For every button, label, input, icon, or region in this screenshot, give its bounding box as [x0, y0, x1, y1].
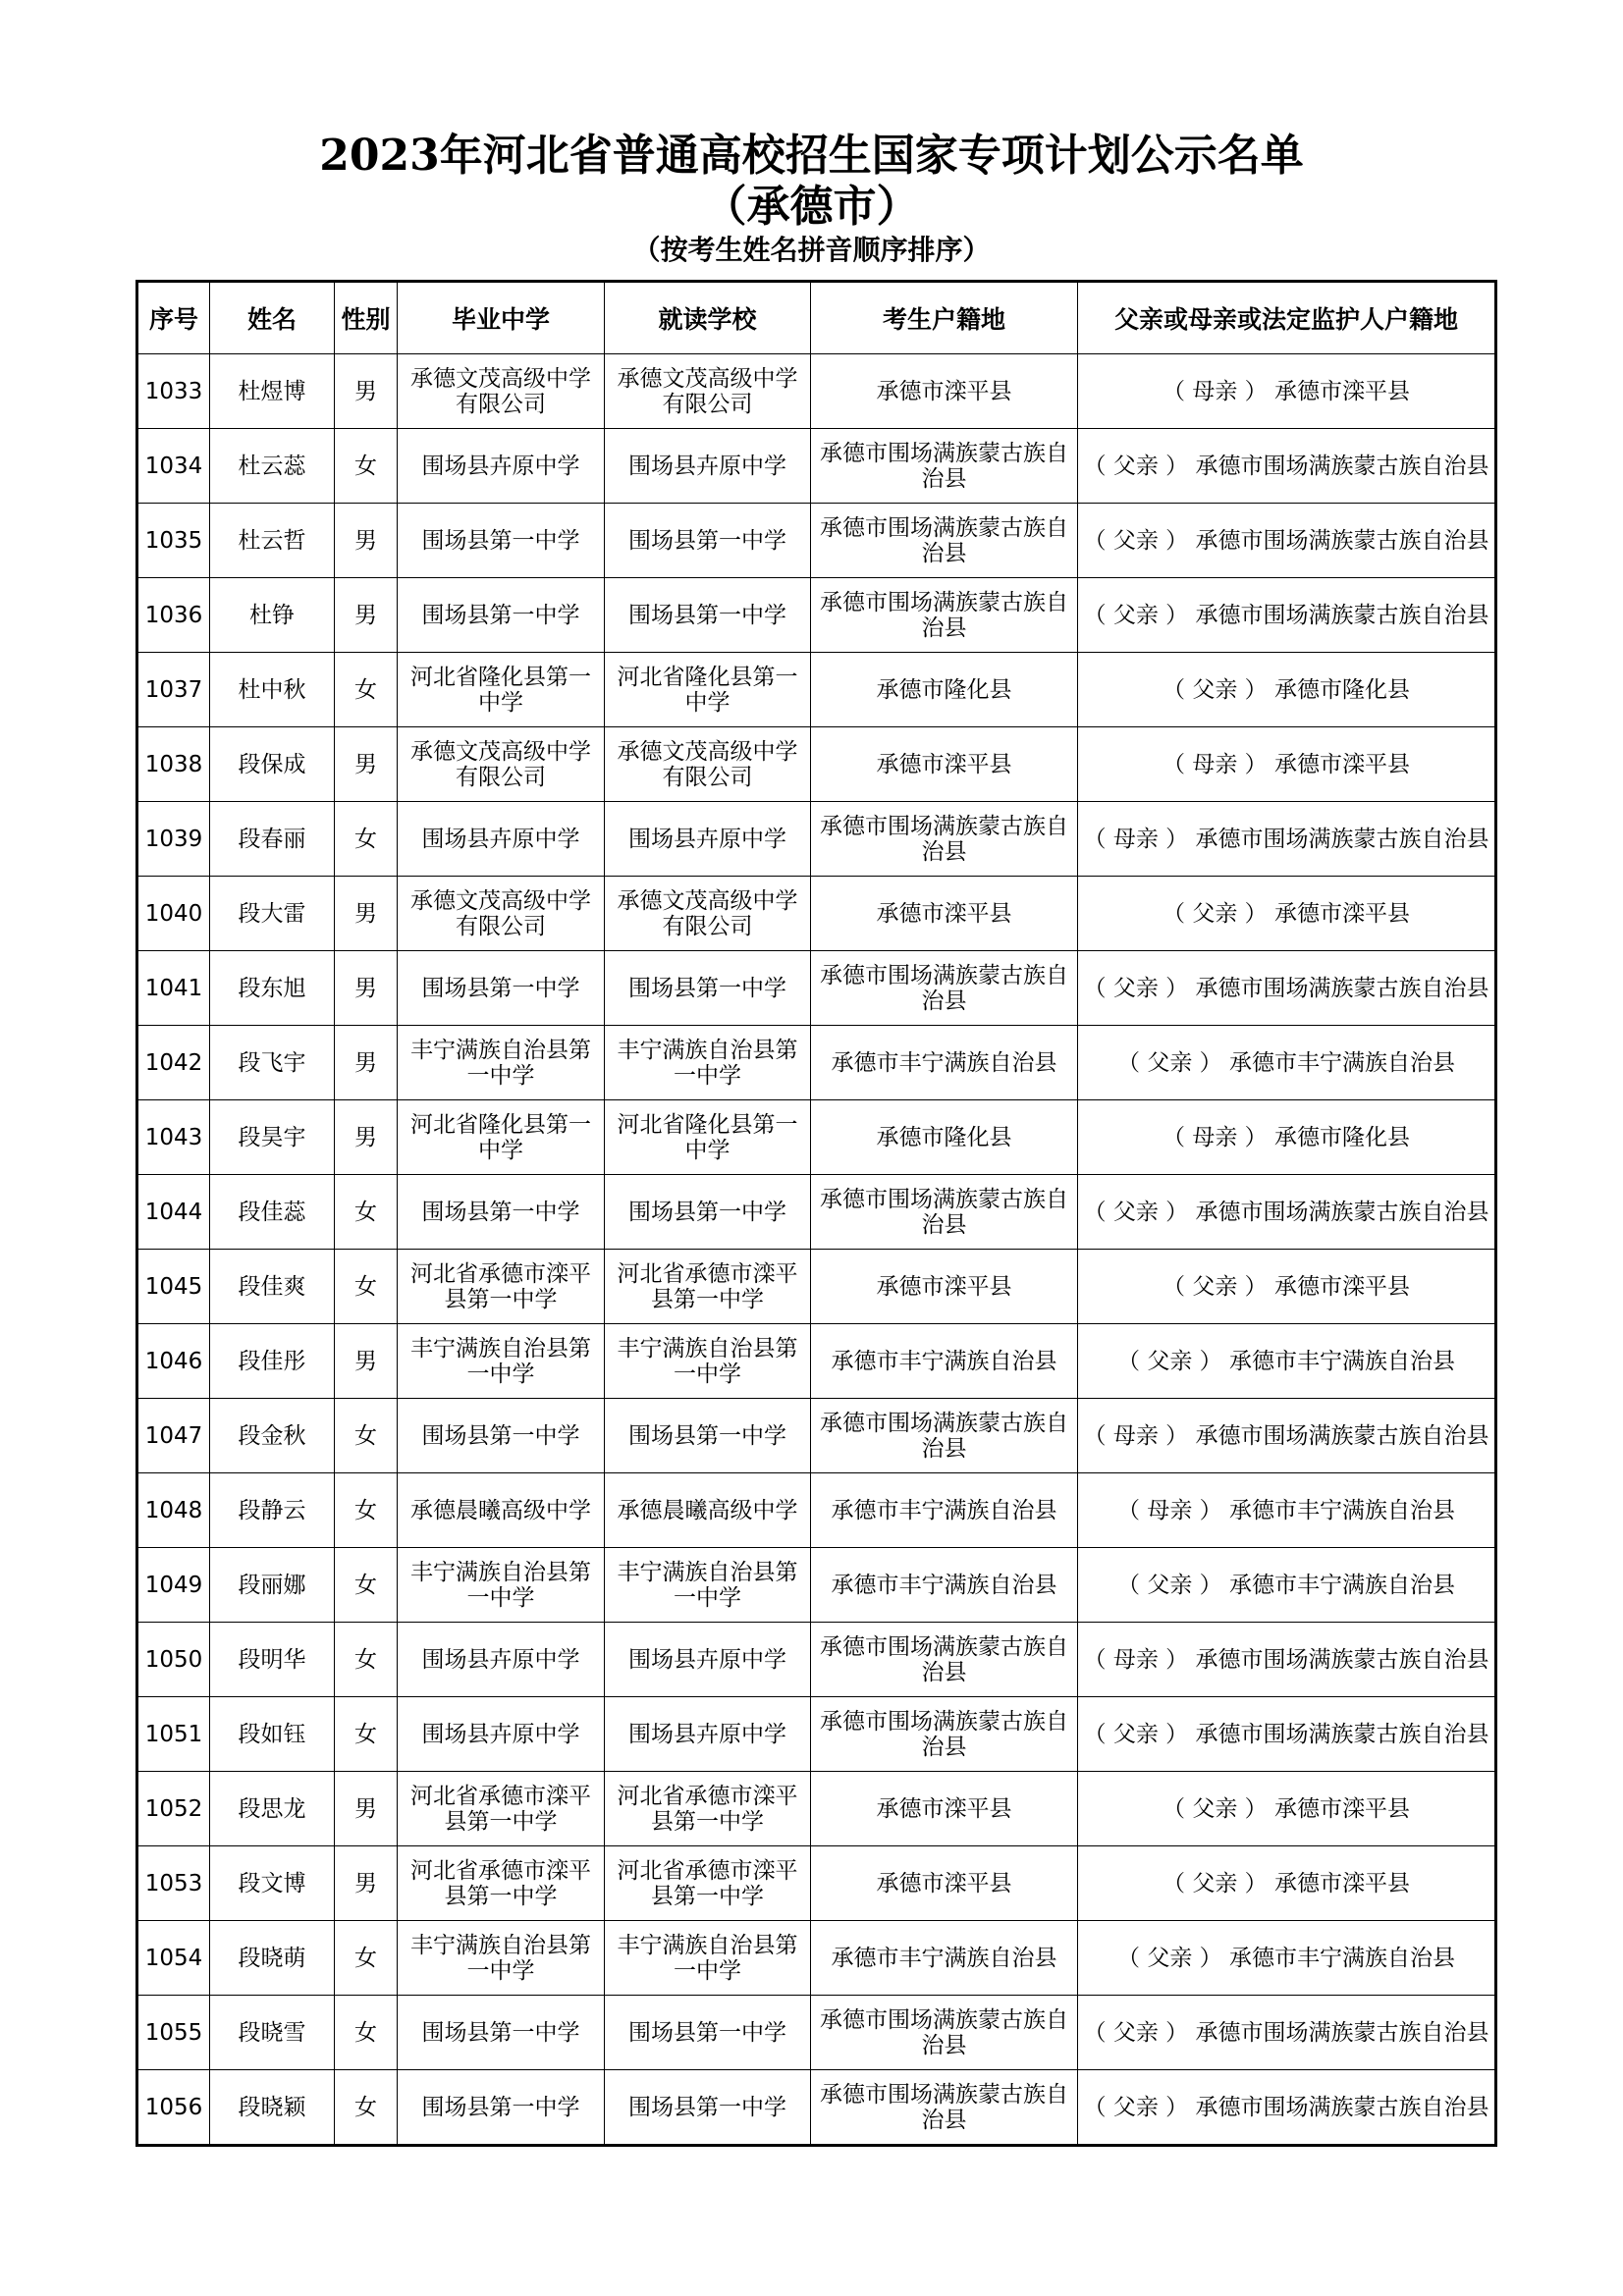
cell-household-registration: 承德市围场满族蒙古族自治县 — [811, 578, 1078, 653]
cell-seq: 1046 — [137, 1324, 210, 1399]
table-row — [137, 504, 1496, 578]
cell-household-registration: 承德市滦平县 — [811, 877, 1078, 951]
cell-gender: 男 — [335, 727, 398, 802]
cell-graduated-school: 丰宁满族自治县第一中学 — [398, 1324, 605, 1399]
cell-current-school: 承德文茂高级中学有限公司 — [605, 354, 811, 429]
cell-guardian-registration: （ 母亲 ） 承德市滦平县 — [1078, 727, 1496, 802]
table-row — [137, 1996, 1496, 2070]
cell-name: 段晓颖 — [210, 2070, 335, 2146]
cell-seq: 1037 — [137, 653, 210, 727]
cell-current-school: 围场县第一中学 — [605, 578, 811, 653]
table-row — [137, 354, 1496, 429]
cell-graduated-school: 河北省承德市滦平县第一中学 — [398, 1250, 605, 1324]
cell-guardian-registration: （ 父亲 ） 承德市滦平县 — [1078, 1846, 1496, 1921]
cell-gender: 男 — [335, 1846, 398, 1921]
table-row — [137, 1250, 1496, 1324]
cell-seq: 1050 — [137, 1623, 210, 1697]
cell-seq: 1047 — [137, 1399, 210, 1473]
cell-graduated-school: 河北省承德市滦平县第一中学 — [398, 1846, 605, 1921]
cell-name: 段飞宇 — [210, 1026, 335, 1100]
cell-household-registration: 承德市隆化县 — [811, 653, 1078, 727]
roster-table — [135, 280, 1497, 2147]
header-seq: 序号 — [137, 282, 210, 354]
cell-guardian-registration: （ 母亲 ） 承德市围场满族蒙古族自治县 — [1078, 802, 1496, 877]
cell-guardian-registration: （ 父亲 ） 承德市隆化县 — [1078, 653, 1496, 727]
cell-name: 杜中秋 — [210, 653, 335, 727]
cell-current-school: 承德文茂高级中学有限公司 — [605, 727, 811, 802]
cell-household-registration: 承德市围场满族蒙古族自治县 — [811, 1623, 1078, 1697]
cell-guardian-registration: （ 母亲 ） 承德市隆化县 — [1078, 1100, 1496, 1175]
cell-gender: 女 — [335, 429, 398, 504]
cell-name: 段昊宇 — [210, 1100, 335, 1175]
cell-name: 杜铮 — [210, 578, 335, 653]
cell-name: 段金秋 — [210, 1399, 335, 1473]
cell-seq: 1043 — [137, 1100, 210, 1175]
cell-name: 段东旭 — [210, 951, 335, 1026]
cell-gender: 男 — [335, 1324, 398, 1399]
cell-gender: 男 — [335, 951, 398, 1026]
cell-name: 段佳彤 — [210, 1324, 335, 1399]
cell-household-registration: 承德市丰宁满族自治县 — [811, 1548, 1078, 1623]
cell-graduated-school: 承德文茂高级中学有限公司 — [398, 877, 605, 951]
cell-graduated-school: 承德晨曦高级中学 — [398, 1473, 605, 1548]
cell-seq: 1048 — [137, 1473, 210, 1548]
cell-household-registration: 承德市围场满族蒙古族自治县 — [811, 802, 1078, 877]
cell-household-registration: 承德市围场满族蒙古族自治县 — [811, 951, 1078, 1026]
cell-gender: 男 — [335, 1026, 398, 1100]
cell-household-registration: 承德市丰宁满族自治县 — [811, 1026, 1078, 1100]
cell-name: 段静云 — [210, 1473, 335, 1548]
cell-guardian-registration: （ 父亲 ） 承德市滦平县 — [1078, 1250, 1496, 1324]
cell-seq: 1038 — [137, 727, 210, 802]
cell-graduated-school: 围场县卉原中学 — [398, 1697, 605, 1772]
cell-gender: 女 — [335, 1175, 398, 1250]
cell-current-school: 围场县第一中学 — [605, 1175, 811, 1250]
cell-household-registration: 承德市滦平县 — [811, 1772, 1078, 1846]
cell-current-school: 丰宁满族自治县第一中学 — [605, 1026, 811, 1100]
header-household-registration: 考生户籍地 — [811, 282, 1078, 354]
cell-graduated-school: 围场县第一中学 — [398, 1996, 605, 2070]
document-title: 2023年河北省普通高校招生国家专项计划公示名单 — [319, 131, 1304, 181]
cell-name: 杜云蕊 — [210, 429, 335, 504]
cell-household-registration: 承德市滦平县 — [811, 354, 1078, 429]
cell-gender: 女 — [335, 1697, 398, 1772]
cell-graduated-school: 丰宁满族自治县第一中学 — [398, 1026, 605, 1100]
cell-guardian-registration: （ 父亲 ） 承德市围场满族蒙古族自治县 — [1078, 578, 1496, 653]
cell-gender: 女 — [335, 1548, 398, 1623]
cell-guardian-registration: （ 父亲 ） 承德市围场满族蒙古族自治县 — [1078, 1175, 1496, 1250]
cell-seq: 1049 — [137, 1548, 210, 1623]
cell-graduated-school: 围场县第一中学 — [398, 1399, 605, 1473]
cell-guardian-registration: （ 母亲 ） 承德市丰宁满族自治县 — [1078, 1473, 1496, 1548]
cell-name: 段大雷 — [210, 877, 335, 951]
cell-gender: 女 — [335, 1623, 398, 1697]
table-row — [137, 1921, 1496, 1996]
cell-gender: 女 — [335, 1996, 398, 2070]
cell-gender: 女 — [335, 1250, 398, 1324]
header-current-school: 就读学校 — [605, 282, 811, 354]
cell-seq: 1056 — [137, 2070, 210, 2146]
cell-current-school: 围场县第一中学 — [605, 2070, 811, 2146]
cell-seq: 1052 — [137, 1772, 210, 1846]
cell-household-registration: 承德市围场满族蒙古族自治县 — [811, 1996, 1078, 2070]
cell-graduated-school: 丰宁满族自治县第一中学 — [398, 1921, 605, 1996]
table-row — [137, 1846, 1496, 1921]
cell-household-registration: 承德市隆化县 — [811, 1100, 1078, 1175]
sort-note: （按考生姓名拼音顺序排序） — [632, 234, 991, 266]
cell-name: 段晓萌 — [210, 1921, 335, 1996]
cell-graduated-school: 承德文茂高级中学有限公司 — [398, 354, 605, 429]
table-row — [137, 1473, 1496, 1548]
cell-current-school: 围场县卉原中学 — [605, 1623, 811, 1697]
cell-gender: 女 — [335, 653, 398, 727]
cell-seq: 1051 — [137, 1697, 210, 1772]
table-row — [137, 951, 1496, 1026]
cell-household-registration: 承德市丰宁满族自治县 — [811, 1921, 1078, 1996]
cell-current-school: 河北省承德市滦平县第一中学 — [605, 1772, 811, 1846]
table-row — [137, 1026, 1496, 1100]
header-gender: 性别 — [335, 282, 398, 354]
cell-household-registration: 承德市围场满族蒙古族自治县 — [811, 1697, 1078, 1772]
cell-graduated-school: 围场县第一中学 — [398, 1175, 605, 1250]
cell-seq: 1035 — [137, 504, 210, 578]
cell-current-school: 河北省承德市滦平县第一中学 — [605, 1846, 811, 1921]
cell-name: 段保成 — [210, 727, 335, 802]
table-row — [137, 1697, 1496, 1772]
cell-current-school: 丰宁满族自治县第一中学 — [605, 1324, 811, 1399]
cell-guardian-registration: （ 父亲 ） 承德市围场满族蒙古族自治县 — [1078, 2070, 1496, 2146]
cell-current-school: 河北省隆化县第一中学 — [605, 1100, 811, 1175]
cell-name: 段佳爽 — [210, 1250, 335, 1324]
roster-body — [137, 354, 1496, 2146]
cell-seq: 1053 — [137, 1846, 210, 1921]
table-row — [137, 2070, 1496, 2146]
cell-name: 段如钰 — [210, 1697, 335, 1772]
header-row — [137, 282, 1496, 354]
cell-guardian-registration: （ 父亲 ） 承德市丰宁满族自治县 — [1078, 1921, 1496, 1996]
cell-current-school: 围场县第一中学 — [605, 1996, 811, 2070]
cell-name: 段文博 — [210, 1846, 335, 1921]
table-row — [137, 1623, 1496, 1697]
cell-graduated-school: 围场县第一中学 — [398, 578, 605, 653]
cell-gender: 女 — [335, 802, 398, 877]
cell-gender: 女 — [335, 1399, 398, 1473]
cell-name: 段丽娜 — [210, 1548, 335, 1623]
cell-guardian-registration: （ 父亲 ） 承德市围场满族蒙古族自治县 — [1078, 429, 1496, 504]
cell-guardian-registration: （ 父亲 ） 承德市丰宁满族自治县 — [1078, 1324, 1496, 1399]
cell-seq: 1040 — [137, 877, 210, 951]
cell-name: 段春丽 — [210, 802, 335, 877]
table-row — [137, 802, 1496, 877]
table-row — [137, 653, 1496, 727]
table-row — [137, 429, 1496, 504]
cell-gender: 男 — [335, 1772, 398, 1846]
header-name: 姓名 — [210, 282, 335, 354]
cell-household-registration: 承德市滦平县 — [811, 1250, 1078, 1324]
cell-name: 段思龙 — [210, 1772, 335, 1846]
cell-name: 段佳蕊 — [210, 1175, 335, 1250]
table-row — [137, 1175, 1496, 1250]
cell-gender: 女 — [335, 2070, 398, 2146]
cell-graduated-school: 围场县第一中学 — [398, 2070, 605, 2146]
cell-seq: 1039 — [137, 802, 210, 877]
cell-graduated-school: 承德文茂高级中学有限公司 — [398, 727, 605, 802]
table-row — [137, 727, 1496, 802]
cell-guardian-registration: （ 父亲 ） 承德市围场满族蒙古族自治县 — [1078, 1697, 1496, 1772]
cell-seq: 1033 — [137, 354, 210, 429]
cell-graduated-school: 围场县第一中学 — [398, 504, 605, 578]
table-row — [137, 578, 1496, 653]
cell-gender: 男 — [335, 354, 398, 429]
cell-seq: 1055 — [137, 1996, 210, 2070]
cell-gender: 男 — [335, 1100, 398, 1175]
cell-seq: 1044 — [137, 1175, 210, 1250]
cell-guardian-registration: （ 父亲 ） 承德市围场满族蒙古族自治县 — [1078, 1996, 1496, 2070]
cell-guardian-registration: （ 母亲 ） 承德市围场满族蒙古族自治县 — [1078, 1399, 1496, 1473]
cell-household-registration: 承德市围场满族蒙古族自治县 — [811, 2070, 1078, 2146]
cell-graduated-school: 围场县卉原中学 — [398, 802, 605, 877]
cell-graduated-school: 丰宁满族自治县第一中学 — [398, 1548, 605, 1623]
cell-name: 杜煜博 — [210, 354, 335, 429]
cell-household-registration: 承德市丰宁满族自治县 — [811, 1324, 1078, 1399]
cell-gender: 男 — [335, 504, 398, 578]
cell-graduated-school: 河北省隆化县第一中学 — [398, 1100, 605, 1175]
cell-guardian-registration: （ 父亲 ） 承德市滦平县 — [1078, 1772, 1496, 1846]
header-guardian-registration: 父亲或母亲或法定监护人户籍地 — [1078, 282, 1496, 354]
cell-current-school: 承德晨曦高级中学 — [605, 1473, 811, 1548]
cell-current-school: 丰宁满族自治县第一中学 — [605, 1548, 811, 1623]
cell-household-registration: 承德市滦平县 — [811, 727, 1078, 802]
cell-gender: 男 — [335, 578, 398, 653]
cell-guardian-registration: （ 父亲 ） 承德市丰宁满族自治县 — [1078, 1548, 1496, 1623]
cell-guardian-registration: （ 父亲 ） 承德市围场满族蒙古族自治县 — [1078, 504, 1496, 578]
cell-seq: 1042 — [137, 1026, 210, 1100]
header-graduated-school: 毕业中学 — [398, 282, 605, 354]
cell-current-school: 围场县第一中学 — [605, 1399, 811, 1473]
table-row — [137, 1324, 1496, 1399]
cell-household-registration: 承德市滦平县 — [811, 1846, 1078, 1921]
table-row — [137, 1772, 1496, 1846]
table-row — [137, 877, 1496, 951]
cell-guardian-registration: （ 父亲 ） 承德市围场满族蒙古族自治县 — [1078, 951, 1496, 1026]
cell-current-school: 河北省隆化县第一中学 — [605, 653, 811, 727]
cell-current-school: 围场县卉原中学 — [605, 802, 811, 877]
cell-guardian-registration: （ 母亲 ） 承德市滦平县 — [1078, 354, 1496, 429]
cell-graduated-school: 围场县卉原中学 — [398, 429, 605, 504]
cell-graduated-school: 围场县第一中学 — [398, 951, 605, 1026]
cell-seq: 1034 — [137, 429, 210, 504]
cell-household-registration: 承德市围场满族蒙古族自治县 — [811, 504, 1078, 578]
cell-household-registration: 承德市围场满族蒙古族自治县 — [811, 1175, 1078, 1250]
table-row — [137, 1100, 1496, 1175]
table-row — [137, 1548, 1496, 1623]
cell-current-school: 围场县卉原中学 — [605, 1697, 811, 1772]
cell-current-school: 围场县第一中学 — [605, 951, 811, 1026]
cell-name: 杜云哲 — [210, 504, 335, 578]
cell-graduated-school: 围场县卉原中学 — [398, 1623, 605, 1697]
table-row — [137, 1399, 1496, 1473]
cell-name: 段明华 — [210, 1623, 335, 1697]
cell-guardian-registration: （ 父亲 ） 承德市丰宁满族自治县 — [1078, 1026, 1496, 1100]
cell-current-school: 承德文茂高级中学有限公司 — [605, 877, 811, 951]
cell-household-registration: 承德市丰宁满族自治县 — [811, 1473, 1078, 1548]
cell-household-registration: 承德市围场满族蒙古族自治县 — [811, 1399, 1078, 1473]
cell-current-school: 丰宁满族自治县第一中学 — [605, 1921, 811, 1996]
cell-gender: 女 — [335, 1473, 398, 1548]
cell-gender: 女 — [335, 1921, 398, 1996]
cell-seq: 1036 — [137, 578, 210, 653]
cell-guardian-registration: （ 母亲 ） 承德市围场满族蒙古族自治县 — [1078, 1623, 1496, 1697]
cell-seq: 1041 — [137, 951, 210, 1026]
cell-household-registration: 承德市围场满族蒙古族自治县 — [811, 429, 1078, 504]
cell-name: 段晓雪 — [210, 1996, 335, 2070]
cell-current-school: 围场县卉原中学 — [605, 429, 811, 504]
cell-seq: 1045 — [137, 1250, 210, 1324]
cell-graduated-school: 河北省隆化县第一中学 — [398, 653, 605, 727]
cell-current-school: 围场县第一中学 — [605, 504, 811, 578]
cell-current-school: 河北省承德市滦平县第一中学 — [605, 1250, 811, 1324]
cell-graduated-school: 河北省承德市滦平县第一中学 — [398, 1772, 605, 1846]
cell-seq: 1054 — [137, 1921, 210, 1996]
cell-gender: 男 — [335, 877, 398, 951]
document-subtitle: （承德市） — [703, 182, 920, 232]
cell-guardian-registration: （ 父亲 ） 承德市滦平县 — [1078, 877, 1496, 951]
